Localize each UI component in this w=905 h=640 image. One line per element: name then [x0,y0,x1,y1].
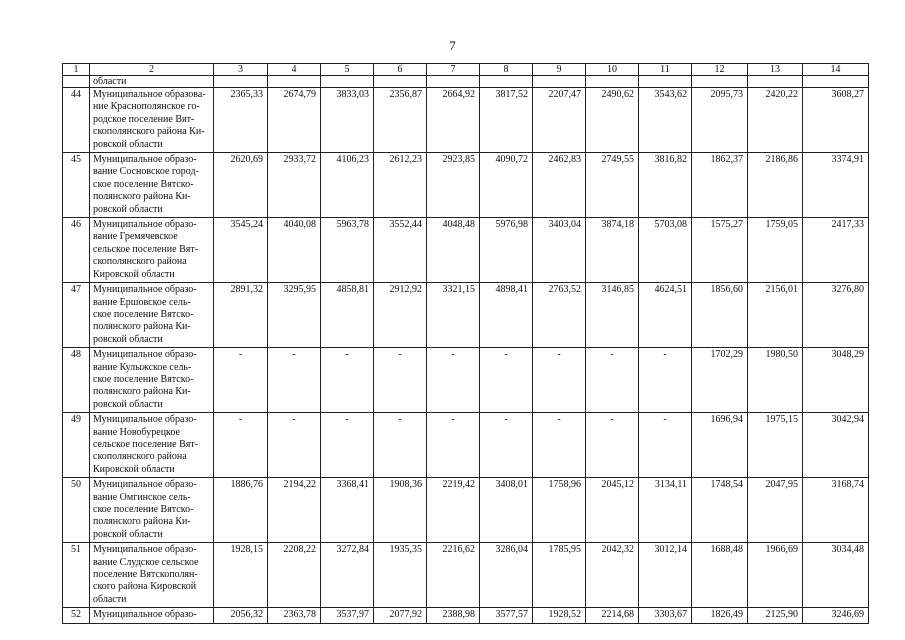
value-cell-col-11: 3816,82 [639,153,692,218]
value-cell-col-9: - [533,348,586,413]
column-header-12: 12 [692,64,748,76]
value-cell-col-6: 1935,35 [374,543,427,608]
value-cell-col-12: 2095,73 [692,88,748,153]
value-cell-col-12: 1696,94 [692,413,748,478]
value-cell-col-9: 2462,83 [533,153,586,218]
value-cell-col-9: 1785,95 [533,543,586,608]
value-cell-col-11: - [639,348,692,413]
value-cell-col-4: 2194,22 [268,478,321,543]
empty-cell [321,76,374,88]
row-number: 48 [63,348,90,413]
value-cell-col-14: 3034,48 [803,543,869,608]
value-cell-col-10: 2749,55 [586,153,639,218]
table-row [63,543,869,608]
value-cell-col-3: 1886,76 [214,478,268,543]
column-header-9: 9 [533,64,586,76]
value-cell-col-14: 3168,74 [803,478,869,543]
value-cell-col-6: 2912,92 [374,283,427,348]
value-cell-col-7: 3321,15 [427,283,480,348]
column-header-8: 8 [480,64,533,76]
value-cell-col-5: 3368,41 [321,478,374,543]
value-cell-col-10: - [586,413,639,478]
column-header-11: 11 [639,64,692,76]
value-cell-col-10: 2045,12 [586,478,639,543]
value-cell-col-10: 3874,18 [586,218,639,283]
value-cell-col-6: 1908,36 [374,478,427,543]
value-cell-col-7: 2664,92 [427,88,480,153]
value-cell-col-6: - [374,348,427,413]
value-cell-col-13: 2156,01 [748,283,803,348]
column-header-4: 4 [268,64,321,76]
column-header-6: 6 [374,64,427,76]
value-cell-col-10: 2042,32 [586,543,639,608]
value-cell-col-13: 1966,69 [748,543,803,608]
continuation-text: области [90,76,214,88]
value-cell-col-5: 3272,84 [321,543,374,608]
empty-cell [214,76,268,88]
empty-cell [803,76,869,88]
value-cell-col-7: 4048,48 [427,218,480,283]
value-cell-col-9: - [533,413,586,478]
value-cell-col-14: 3048,29 [803,348,869,413]
value-cell-col-9: 1758,96 [533,478,586,543]
row-number: 52 [63,608,90,623]
column-header-7: 7 [427,64,480,76]
value-cell-col-13: 1759,05 [748,218,803,283]
page-number: 7 [449,38,456,53]
value-cell-col-12: 1862,37 [692,153,748,218]
value-cell-col-5: 4106,23 [321,153,374,218]
column-header-1: 1 [63,64,90,76]
value-cell-col-14: 3246,69 [803,608,869,623]
column-header-14: 14 [803,64,869,76]
table-row [63,608,869,623]
value-cell-col-8: - [480,413,533,478]
value-cell-col-14: 3608,27 [803,88,869,153]
value-cell-col-8: - [480,348,533,413]
empty-cell [374,76,427,88]
empty-cell [480,76,533,88]
municipality-name: Муниципальное образо- вание Омгинское сель- ское поселение Вятско- полянского района Ки- ровской области [90,478,214,543]
value-cell-col-3: 2620,69 [214,153,268,218]
value-cell-col-3: 2056,32 [214,608,268,623]
value-cell-col-5: 4858,81 [321,283,374,348]
value-cell-col-10: 3146,85 [586,283,639,348]
value-cell-col-7: 2216,62 [427,543,480,608]
value-cell-col-12: 1688,48 [692,543,748,608]
value-cell-col-5: - [321,348,374,413]
value-cell-col-8: 3408,01 [480,478,533,543]
empty-cell [586,76,639,88]
value-cell-col-7: 2388,98 [427,608,480,623]
value-cell-col-10: 2490,62 [586,88,639,153]
empty-cell [63,76,90,88]
municipality-name: Муниципальное образо- вание Новобурецкое сельское поселение Вят- скополянского района Кировской области [90,413,214,478]
data-table [62,63,869,624]
value-cell-col-4: 2363,78 [268,608,321,623]
value-cell-col-14: 3042,94 [803,413,869,478]
value-cell-col-5: - [321,413,374,478]
municipality-name: Муниципальное образо- [90,608,214,623]
value-cell-col-9: 3403,04 [533,218,586,283]
value-cell-col-9: 1928,52 [533,608,586,623]
value-cell-col-6: 2356,87 [374,88,427,153]
row-number: 47 [63,283,90,348]
value-cell-col-13: 1980,50 [748,348,803,413]
column-header-3: 3 [214,64,268,76]
continuation-row [63,76,869,88]
municipality-name: Муниципальное образова- ние Краснополянское го- родское поселение Вят- скополянского района Ки- ровской области [90,88,214,153]
value-cell-col-9: 2763,52 [533,283,586,348]
municipality-name: Муниципальное образо- вание Кулыжское сель- ское поселение Вятско- полянского района Ки- ровской области [90,348,214,413]
value-cell-col-3: - [214,348,268,413]
value-cell-col-3: 3545,24 [214,218,268,283]
municipality-name: Муниципальное образо- вание Гремячевское сельское поселение Вят- скополянского района Кировской области [90,218,214,283]
value-cell-col-13: 2047,95 [748,478,803,543]
table-row [63,478,869,543]
table-row [63,218,869,283]
value-cell-col-7: - [427,413,480,478]
row-number: 45 [63,153,90,218]
value-cell-col-6: 2077,92 [374,608,427,623]
value-cell-col-14: 2417,33 [803,218,869,283]
value-cell-col-12: 1856,60 [692,283,748,348]
value-cell-col-6: 3552,44 [374,218,427,283]
value-cell-col-3: 2891,32 [214,283,268,348]
empty-cell [639,76,692,88]
value-cell-col-4: 2674,79 [268,88,321,153]
value-cell-col-11: 3012,14 [639,543,692,608]
column-header-2: 2 [90,64,214,76]
value-cell-col-13: 2125,90 [748,608,803,623]
municipality-name: Муниципальное образо- вание Сосновское город- ское поселение Вятско- полянского района Ки- ровской области [90,153,214,218]
table-row [63,88,869,153]
value-cell-col-7: 2923,85 [427,153,480,218]
column-header-13: 13 [748,64,803,76]
value-cell-col-12: 1575,27 [692,218,748,283]
empty-cell [748,76,803,88]
table-row [63,348,869,413]
row-number: 44 [63,88,90,153]
value-cell-col-7: - [427,348,480,413]
value-cell-col-12: 1702,29 [692,348,748,413]
row-number: 50 [63,478,90,543]
value-cell-col-11: 3303,67 [639,608,692,623]
value-cell-col-12: 1748,54 [692,478,748,543]
value-cell-col-10: - [586,348,639,413]
value-cell-col-12: 1826,49 [692,608,748,623]
value-cell-col-6: 2612,23 [374,153,427,218]
value-cell-col-8: 3286,04 [480,543,533,608]
value-cell-col-4: - [268,348,321,413]
column-header-5: 5 [321,64,374,76]
value-cell-col-11: 3134,11 [639,478,692,543]
row-number: 49 [63,413,90,478]
value-cell-col-4: 3295,95 [268,283,321,348]
value-cell-col-11: 5703,08 [639,218,692,283]
value-cell-col-5: 3537,97 [321,608,374,623]
value-cell-col-8: 4090,72 [480,153,533,218]
empty-cell [268,76,321,88]
row-number: 51 [63,543,90,608]
table-row [63,413,869,478]
value-cell-col-9: 2207,47 [533,88,586,153]
value-cell-col-8: 3817,52 [480,88,533,153]
value-cell-col-11: 3543,62 [639,88,692,153]
value-cell-col-13: 2420,22 [748,88,803,153]
value-cell-col-8: 4898,41 [480,283,533,348]
empty-cell [533,76,586,88]
municipality-name: Муниципальное образо- вание Ершовское сель- ское поселение Вятско- полянского района Ки- ровской области [90,283,214,348]
empty-cell [427,76,480,88]
municipality-name: Муниципальное образо- вание Слудское сельское поселение Вятскополян- ского района Кировской области [90,543,214,608]
value-cell-col-6: - [374,413,427,478]
value-cell-col-11: 4624,51 [639,283,692,348]
value-cell-col-4: 2208,22 [268,543,321,608]
table-row [63,153,869,218]
value-cell-col-3: 2365,33 [214,88,268,153]
value-cell-col-10: 2214,68 [586,608,639,623]
value-cell-col-4: 4040,08 [268,218,321,283]
value-cell-col-5: 3833,03 [321,88,374,153]
value-cell-col-13: 2186,86 [748,153,803,218]
value-cell-col-8: 3577,57 [480,608,533,623]
value-cell-col-11: - [639,413,692,478]
value-cell-col-3: 1928,15 [214,543,268,608]
column-header-10: 10 [586,64,639,76]
value-cell-col-13: 1975,15 [748,413,803,478]
value-cell-col-5: 5963,78 [321,218,374,283]
value-cell-col-4: 2933,72 [268,153,321,218]
value-cell-col-8: 5976,98 [480,218,533,283]
empty-cell [692,76,748,88]
table-row [63,283,869,348]
value-cell-col-4: - [268,413,321,478]
value-cell-col-7: 2219,42 [427,478,480,543]
value-cell-col-14: 3276,80 [803,283,869,348]
table-header-row [63,64,869,76]
value-cell-col-3: - [214,413,268,478]
row-number: 46 [63,218,90,283]
value-cell-col-14: 3374,91 [803,153,869,218]
